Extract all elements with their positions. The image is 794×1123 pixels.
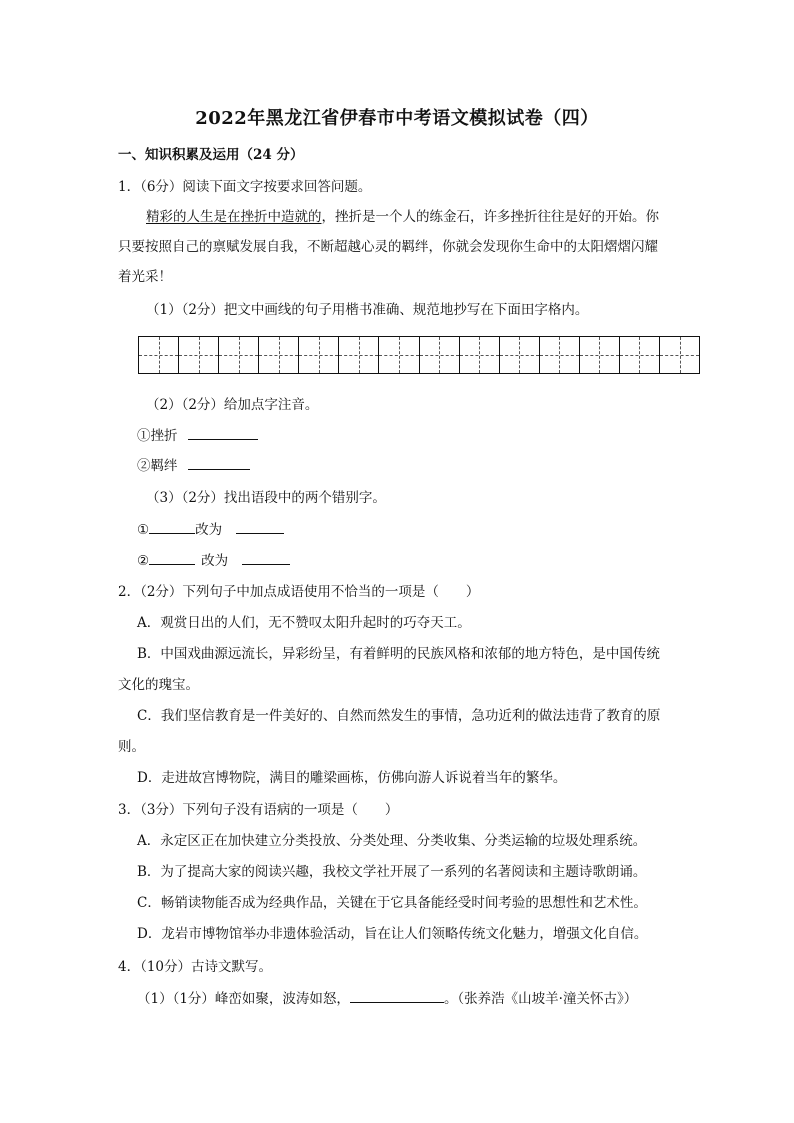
q1-sub3-item1 bbox=[137, 520, 284, 539]
q2-option-c-line1: C．我们坚信教育是一件美好的、自然而然发生的事情，急功近利的做法违背了教育的原 bbox=[137, 708, 661, 724]
item-label: ①挫折 bbox=[137, 428, 178, 444]
grid-cell[interactable] bbox=[339, 337, 379, 373]
q1-sub1: （1）（2分）把文中画线的句子用楷书准确、规范地抄写在下面田字格内。 bbox=[146, 302, 589, 318]
item-label: ②羁绊 bbox=[137, 458, 178, 474]
underlined-sentence: 精彩的人生是在挫折中造就的 bbox=[146, 209, 322, 225]
grid-cell[interactable] bbox=[139, 337, 179, 373]
q3-option-a: A．永定区正在加快建立分类投放、分类处理、分类收集、分类运输的垃圾处理系统。 bbox=[137, 833, 647, 849]
answer-blank[interactable] bbox=[188, 426, 258, 440]
grid-cell[interactable] bbox=[299, 337, 339, 373]
q2-stem: 2．（2分）下列句子中加点成语使用不恰当的一项是（ ） bbox=[118, 584, 480, 600]
answer-blank[interactable] bbox=[350, 989, 444, 1003]
grid-cell[interactable] bbox=[219, 337, 259, 373]
q4-sub1 bbox=[137, 989, 637, 1008]
q2-option-b-line2: 文化的瑰宝。 bbox=[118, 677, 199, 693]
poem-line-after: 。（张养浩《山坡羊·潼关怀古》） bbox=[443, 991, 638, 1007]
tianzi-grid[interactable] bbox=[138, 336, 700, 374]
change-to-label: 改为 bbox=[201, 553, 229, 569]
answer-blank[interactable] bbox=[149, 551, 195, 565]
q2-option-c-line2: 则。 bbox=[118, 739, 145, 755]
answer-blank[interactable] bbox=[236, 520, 284, 534]
grid-cell[interactable] bbox=[179, 337, 219, 373]
q1-passage-line1 bbox=[146, 208, 659, 226]
q1-passage-line3: 着光采！ bbox=[118, 269, 172, 285]
passage-text: ，挫折是一个人的练金石，许多挫折往往是好的开始。你 bbox=[321, 209, 659, 225]
answer-blank[interactable] bbox=[188, 456, 250, 470]
grid-cell[interactable] bbox=[259, 337, 299, 373]
q1-sub2-item1 bbox=[137, 426, 258, 445]
q1-sub2-item2 bbox=[137, 456, 250, 475]
q3-option-c: C．畅销读物能否成为经典作品，关键在于它具备能经受时间考验的思想性和艺术性。 bbox=[137, 895, 647, 911]
q1-sub3: （3）（2分）找出语段中的两个错别字。 bbox=[146, 490, 386, 506]
change-to-label: 改为 bbox=[195, 522, 223, 538]
grid-cell[interactable] bbox=[500, 337, 540, 373]
grid-cell[interactable] bbox=[620, 337, 660, 373]
q1-sub3-item2 bbox=[137, 551, 290, 570]
q4-stem: 4．（10分）古诗文默写。 bbox=[118, 959, 273, 975]
q3-option-b: B．为了提高大家的阅读兴趣，我校文学社开展了一系列的名著阅读和主题诗歌朗诵。 bbox=[137, 864, 647, 880]
grid-cell[interactable] bbox=[580, 337, 620, 373]
grid-cell[interactable] bbox=[420, 337, 460, 373]
answer-blank[interactable] bbox=[242, 551, 290, 565]
q3-stem: 3．（3分）下列句子没有语病的一项是（ ） bbox=[118, 802, 399, 818]
q3-option-d: D．龙岩市博物馆举办非遗体验活动，旨在让人们领略传统文化魅力，增强文化自信。 bbox=[137, 926, 648, 942]
q1-stem: 1．（6分）阅读下面文字按要求回答问题。 bbox=[118, 179, 372, 195]
section-heading: 一、知识积累及运用（24 分） bbox=[118, 147, 304, 163]
q1-sub2: （2）（2分）给加点字注音。 bbox=[146, 397, 319, 413]
item-number: ② bbox=[137, 553, 150, 569]
page-title: 2022年黑龙江省伊春市中考语文模拟试卷（四） bbox=[195, 108, 599, 129]
q1-passage-line2: 只要按照自己的禀赋发展自我，不断超越心灵的羁绊，你就会发现你生命中的太阳熠熠闪耀 bbox=[118, 239, 658, 255]
grid-cell[interactable] bbox=[379, 337, 419, 373]
grid-cell[interactable] bbox=[660, 337, 699, 373]
poem-line-before: （1）（1分）峰峦如聚，波涛如怒， bbox=[137, 991, 350, 1007]
answer-blank[interactable] bbox=[149, 520, 195, 534]
q2-option-d: D．走进故宫博物院，满目的雕梁画栋，仿佛向游人诉说着当年的繁华。 bbox=[137, 770, 567, 786]
grid-cell[interactable] bbox=[540, 337, 580, 373]
q2-option-b-line1: B．中国戏曲源远流长，异彩纷呈，有着鲜明的民族风格和浓郁的地方特色，是中国传统 bbox=[137, 646, 660, 662]
grid-cell[interactable] bbox=[460, 337, 500, 373]
q2-option-a: A．观赏日出的人们，无不赞叹太阳升起时的巧夺天工。 bbox=[137, 615, 471, 631]
item-number: ① bbox=[137, 522, 150, 538]
